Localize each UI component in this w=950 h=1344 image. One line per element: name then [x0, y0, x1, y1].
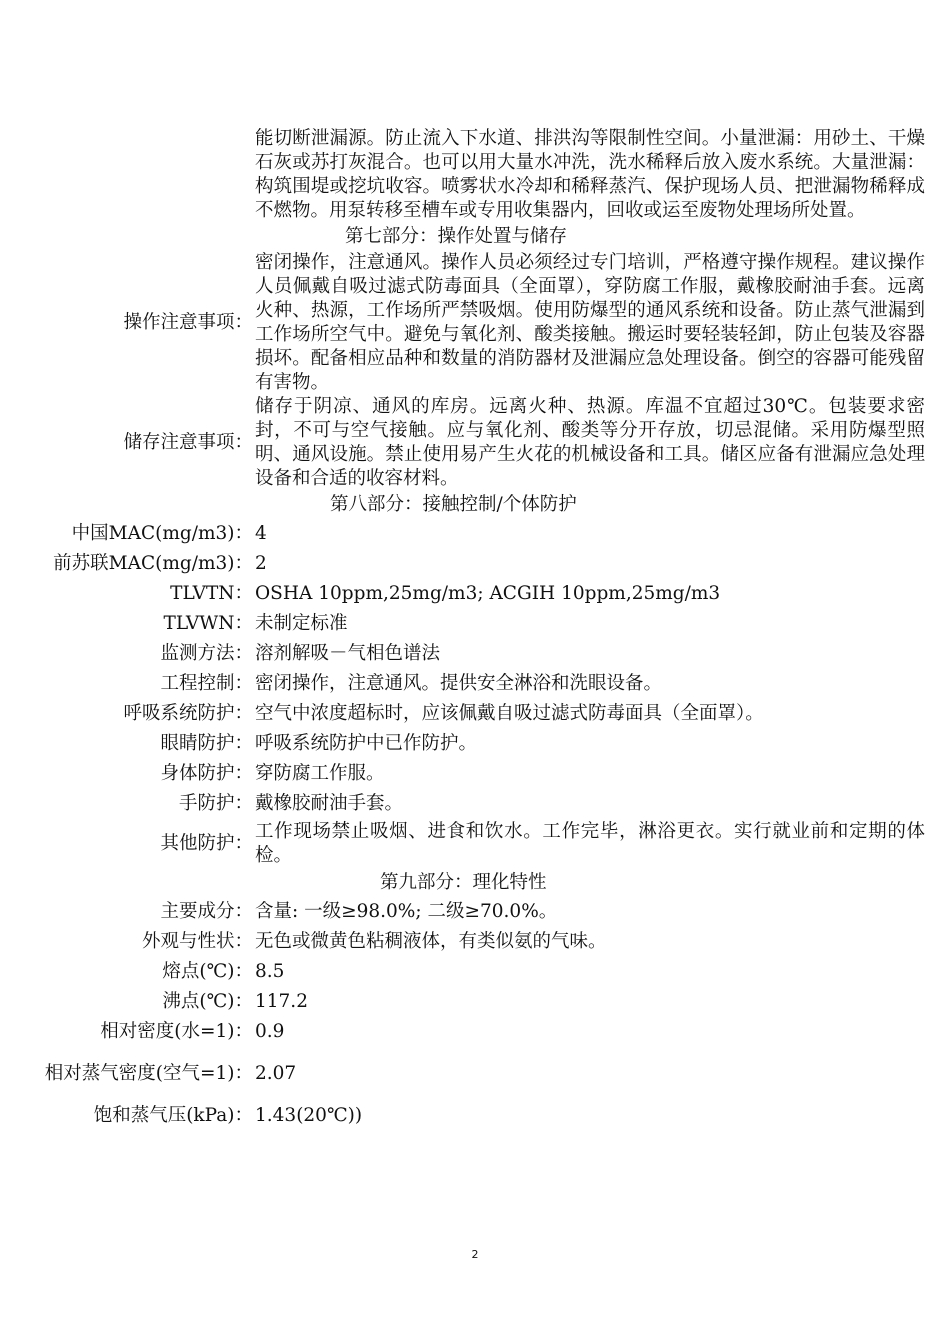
field-row — [0, 729, 950, 759]
field-label: 外观与性状： — [141, 931, 253, 952]
field-value: 穿防腐工作服。 — [255, 763, 385, 784]
field-value: 呼吸系统防护中已作防护。 — [255, 733, 478, 754]
field-row — [0, 987, 950, 1017]
field-value: 能切断泄漏源。防止流入下水道、排洪沟等限制性空间。小量泄漏：用砂土、干燥石灰或苏打灰混合。也可以用大量水冲洗，洗水稀释后放入废水系统。大量泄漏：构筑围堤或挖坑收容。喷雾状水冷却和稀释蒸汽、保护现场人员、把泄漏物稀释成不燃物。用泵转移至槽车或专用收集器内，回收或运至废物处理场所处置。 — [255, 128, 925, 221]
field-label: TLVWN： — [163, 613, 253, 634]
field-label: 监测方法： — [160, 643, 253, 664]
field-value: 2 — [255, 553, 267, 574]
field-value: 117.2 — [255, 991, 308, 1012]
field-label: 中国MAC(mg/m3)： — [71, 523, 253, 544]
field-label: 饱和蒸气压(kPa)： — [93, 1105, 253, 1126]
field-row — [0, 759, 950, 789]
field-row — [0, 897, 950, 927]
field-row — [0, 639, 950, 669]
field-label: 前苏联MAC(mg/m3)： — [53, 553, 253, 574]
field-row — [0, 395, 950, 491]
field-value: 1.43(20℃)) — [255, 1105, 363, 1126]
field-row — [0, 957, 950, 987]
field-row — [0, 789, 950, 819]
document-body — [0, 127, 950, 1131]
field-row — [0, 699, 950, 729]
field-value: 8.5 — [255, 961, 285, 982]
field-row — [0, 609, 950, 639]
field-value: 未制定标准 — [255, 613, 348, 634]
field-value: 工作现场禁止吸烟、进食和饮水。工作完毕，淋浴更衣。实行就业前和定期的体检。 — [255, 821, 925, 866]
field-row — [0, 1047, 950, 1101]
field-label: 操作注意事项： — [123, 312, 253, 333]
field-row — [0, 549, 950, 579]
field-value: 戴橡胶耐油手套。 — [255, 793, 404, 814]
field-row — [0, 251, 950, 395]
field-value: 密闭操作，注意通风。操作人员必须经过专门培训，严格遵守操作规程。建议操作人员佩戴自吸过滤式防毒面具（全面罩），穿防腐工作服，戴橡胶耐油手套。远离火种、热源，工作场所严禁吸烟。使用防爆型的通风系统和设备。防止蒸气泄漏到工作场所空气中。避免与氧化剂、酸类接触。搬运时要轻装轻卸，防止包装及容器损坏。配备相应品种和数量的消防器材及泄漏应急处理设备。倒空的容器可能残留有害物。 — [255, 252, 925, 393]
field-row — [0, 579, 950, 609]
field-value: 溶剂解吸－气相色谱法 — [255, 643, 441, 664]
field-label: 相对蒸气密度(空气=1)： — [44, 1063, 253, 1084]
field-label: TLVTN： — [170, 583, 253, 604]
field-row — [0, 1101, 950, 1131]
field-value: OSHA 10ppm,25mg/m3; ACGIH 10ppm,25mg/m3 — [255, 583, 721, 604]
section-heading: 第九部分：理化特性 — [380, 872, 547, 893]
field-value: 2.07 — [255, 1063, 297, 1084]
field-row — [0, 127, 950, 223]
field-row — [0, 519, 950, 549]
field-label: 其他防护： — [160, 833, 253, 854]
field-label: 主要成分： — [160, 901, 253, 922]
field-value: 空气中浓度超标时，应该佩戴自吸过滤式防毒面具（全面罩）。 — [255, 703, 764, 724]
field-value: 密闭操作，注意通风。提供安全淋浴和洗眼设备。 — [255, 673, 663, 694]
page-number: 2 — [471, 1248, 479, 1261]
field-label: 眼睛防护： — [160, 733, 253, 754]
field-label: 工程控制： — [160, 673, 253, 694]
field-row — [0, 819, 950, 869]
field-value: 储存于阴凉、通风的库房。远离火种、热源。库温不宜超过30℃。包装要求密封，不可与空气接触。应与氧化剂、酸类等分开存放，切忌混储。采用防爆型照明、通风设施。禁止使用易产生火花的机械设备和工具。储区应备有泄漏应急处理设备和合适的收容材料。 — [255, 396, 925, 489]
section-heading: 第八部分：接触控制/个体防护 — [330, 494, 577, 515]
field-label: 储存注意事项： — [123, 432, 253, 453]
field-value: 无色或微黄色粘稠液体，有类似氨的气味。 — [255, 931, 607, 952]
field-row — [0, 669, 950, 699]
section-heading: 第七部分：操作处置与储存 — [345, 226, 568, 247]
field-label: 沸点(℃)： — [162, 991, 253, 1012]
field-row — [0, 927, 950, 957]
field-label: 相对密度(水=1)： — [100, 1021, 253, 1042]
field-label: 手防护： — [178, 793, 253, 814]
field-value: 0.9 — [255, 1021, 285, 1042]
field-value: 含量: 一级≥98.0%; 二级≥70.0%。 — [255, 901, 558, 922]
field-row — [0, 1017, 950, 1047]
field-label: 身体防护： — [160, 763, 253, 784]
field-value: 4 — [255, 523, 267, 544]
field-label: 呼吸系统防护： — [123, 703, 253, 724]
field-label: 熔点(℃)： — [162, 961, 253, 982]
